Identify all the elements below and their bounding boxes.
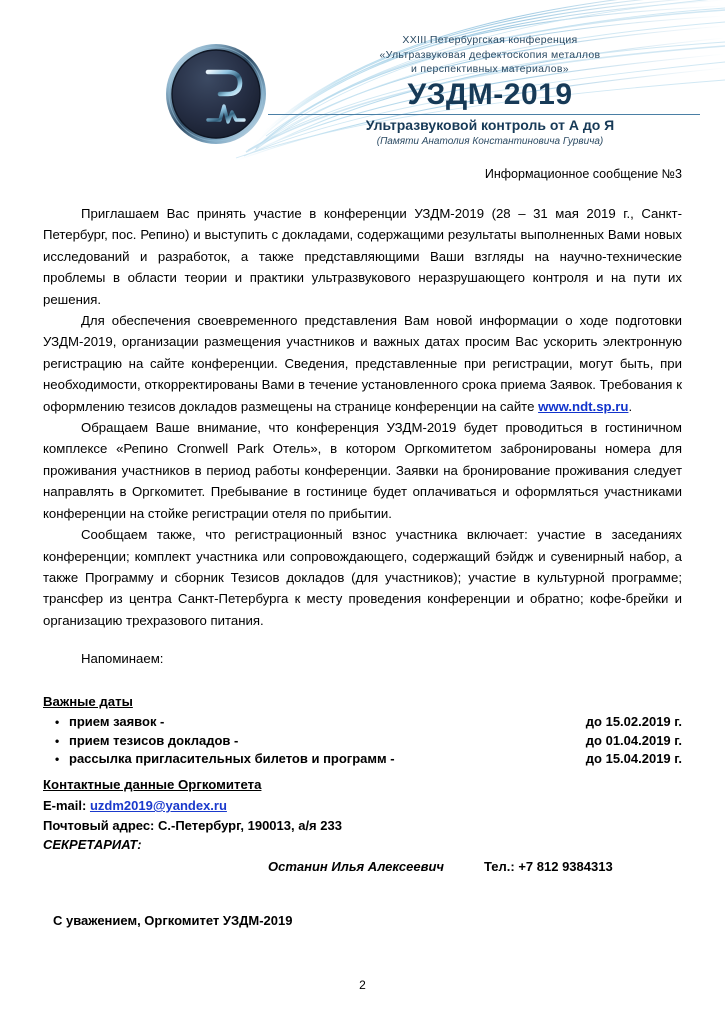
header-divider-line [268, 114, 700, 115]
paragraph-hotel: Обращаем Ваше внимание, что конференция УЗДМ-2019 будет проводиться в гостиничном комплексе «Репино Cronwell Park Отель», в котором Оргкомитетом забронированы номера для проживания участников в период работы конференции. Заявки на бронирование проживания следует направлять в Оргкомитет. Пребывание в гостинице будет оплачиваться и оформляться участниками конференции на стойке регистрации отеля по прибытии. [43, 420, 682, 521]
conference-memory-note: (Памяти Анатолия Константиновича Гурвича) [376, 136, 604, 147]
date-value: до 01.04.2019 г. [585, 732, 682, 748]
date-row [43, 732, 682, 751]
registration-text-before-link: Для обеспечения своевременного представления Вам новой информации о ходе подготовки УЗДМ-2019, организации размещения участников и важных датах просим Вас ускорить электронную регистрацию на сайте конференции. Сведения, представленные при регистрации, могут быть, при необходимости, откорректированы Вами в течение установленного срока приема Заявок. Требования к оформлению тезисов докладов размещены на странице конференции на сайте [43, 313, 682, 414]
email-label: E-mail: [43, 798, 90, 813]
email-address-link[interactable]: uzdm2019@yandex.ru [89, 798, 227, 813]
secretary-phone: Тел.: +7 812 9384313 [484, 858, 613, 874]
date-label: прием заявок - [69, 714, 165, 729]
postal-address-line: Почтовый адрес: С.-Петербург, 190013, а/я 233 [43, 817, 342, 833]
date-value: до 15.04.2019 г. [585, 751, 682, 766]
bullet-icon: • [55, 752, 60, 766]
header-content [0, 0, 725, 160]
important-dates-section [43, 693, 682, 769]
secretary-row [43, 857, 682, 877]
page-number: 2 [359, 978, 366, 992]
date-label: рассылка пригласительных билетов и программ - [69, 751, 395, 766]
signoff-text: С уважением, Оргкомитет УЗДМ-2019 [53, 913, 293, 928]
reminder-text: Напоминаем: [81, 651, 164, 667]
conference-website-link[interactable]: www.ndt.sp.ru [538, 398, 629, 414]
secretary-name: Останин Илья Алексеевич [268, 858, 444, 874]
conference-line-3: и перспективных материалов» [411, 63, 569, 75]
paragraph-invitation: Приглашаем Вас принять участие в конференции УЗДМ-2019 (28 – 31 мая 2019 г., Санкт-Петербург, пос. Репино) и выступить с докладами, содержащими результаты выполненных Вами новых исследований и разработок, а также представляющими Ваши взгляды на научно-технические проблемы в области теории и практики ультразвукового неразрушающего контроля и на пути их решения. [43, 206, 682, 307]
info-message-number: Информационное сообщение №3 [484, 167, 682, 181]
important-dates-heading: Важные даты [43, 694, 133, 709]
uzdm-logo-icon [164, 42, 268, 146]
conference-line-2: «Ультразвуковая дефектоскопия металлов [379, 48, 601, 61]
header-title-block [280, 33, 700, 112]
email-line [43, 796, 682, 816]
conference-title: УЗДМ-2019 [407, 77, 573, 111]
date-row [43, 750, 682, 769]
conference-line-1: XXIII Петербургская конференция [402, 34, 578, 46]
bullet-icon: • [55, 733, 60, 748]
bullet-icon: • [55, 715, 60, 729]
paragraph-registration [43, 310, 682, 417]
contacts-section [43, 776, 682, 876]
paragraph-spacer [43, 631, 682, 648]
secretariat-label: СЕКРЕТАРИАТ: [43, 837, 142, 852]
registration-text-after-link: . [628, 398, 633, 414]
date-value: до 15.02.2019 г. [585, 714, 682, 729]
date-label: прием тезисов докладов - [69, 732, 239, 748]
conference-header-banner [0, 0, 725, 160]
document-body [43, 203, 682, 670]
conference-subtitle: Ультразвуковой контроль от А до Я [365, 117, 615, 133]
paragraph-fee: Сообщаем также, что регистрационный взнос участника включает: участие в заседаниях конференции; комплект участника или сопровождающего, содержащий бэйдж и сувенирный набор, а также Программу и сборник Тезисов докладов (для участников); участие в культурной программе; трансфер из центра Санкт-Петербурга к месту проведения конференции и обратно; кофе-брейки и организацию трехразового питания. [43, 527, 682, 628]
date-row [43, 713, 682, 732]
contacts-heading: Контактные данные Оргкомитета [43, 777, 262, 792]
